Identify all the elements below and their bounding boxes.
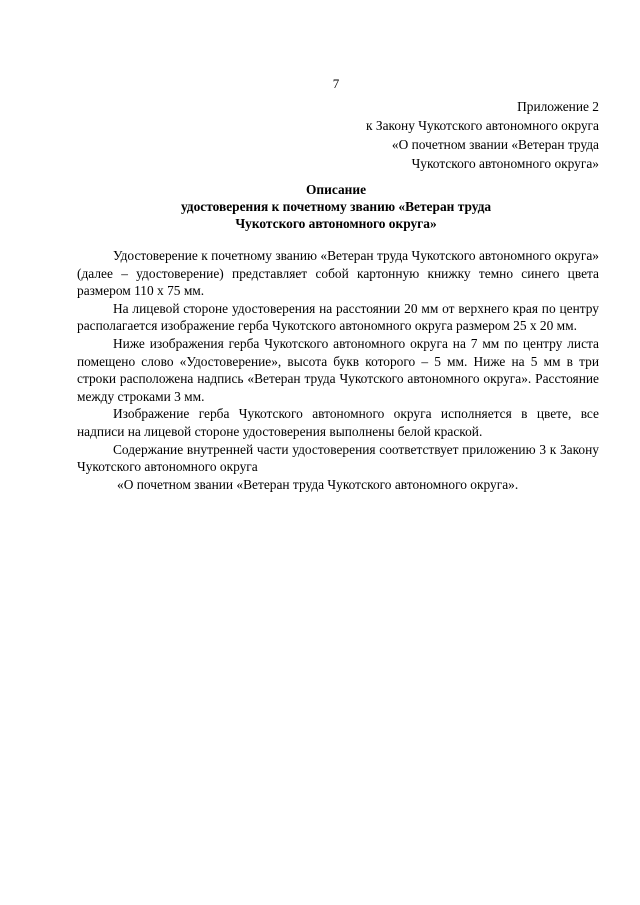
heading-line-2: удостоверения к почетному званию «Ветеран труда: [180, 199, 492, 214]
heading-line-3: Чукотского автономного округа»: [235, 216, 437, 231]
paragraph: Ниже изображения герба Чукотского автономного округа на 7 мм по центру листа помещено слово «Удостоверение», высота букв которого – 5 мм. Ниже на 5 мм в три строки расположена надпись «Ветеран труда Чукотского автономного округа». Расстояние между строками 3 мм.: [77, 335, 599, 404]
paragraph: На лицевой стороне удостоверения на расстоянии 20 мм от верхнего края по центру располагается изображение герба Чукотского автономного округа размером 25 х 20 мм.: [77, 300, 599, 334]
paragraph: «О почетном звании «Ветеран труда Чукотского автономного округа».: [117, 476, 519, 492]
appendix-line-1: Приложение 2: [517, 99, 599, 114]
document-heading: [0, 181, 640, 232]
appendix-line-2: к Закону Чукотского автономного округа: [366, 118, 599, 133]
appendix-line-3: «О почетном звании «Ветеран труда: [391, 137, 599, 152]
paragraph: Изображение герба Чукотского автономного округа исполняется в цвете, все надписи на лицевой стороне удостоверения выполнены белой краской.: [77, 406, 599, 439]
appendix-header: [366, 97, 599, 173]
page-number: 7: [332, 76, 340, 91]
paragraph: Удостоверение к почетному званию «Ветеран труда Чукотского автономного округа» (далее – удостоверение) представляет собой картонную книжку темно синего цвета размером 110 х 75 мм.: [77, 248, 599, 299]
paragraph: Содержание внутренней части удостоверения соответствует приложению 3 к Закону Чукотского автономного округа: [77, 441, 599, 475]
heading-line-1: Описание: [305, 182, 367, 197]
document-body: [77, 247, 599, 493]
appendix-line-4: Чукотского автономного округа»: [411, 156, 599, 171]
